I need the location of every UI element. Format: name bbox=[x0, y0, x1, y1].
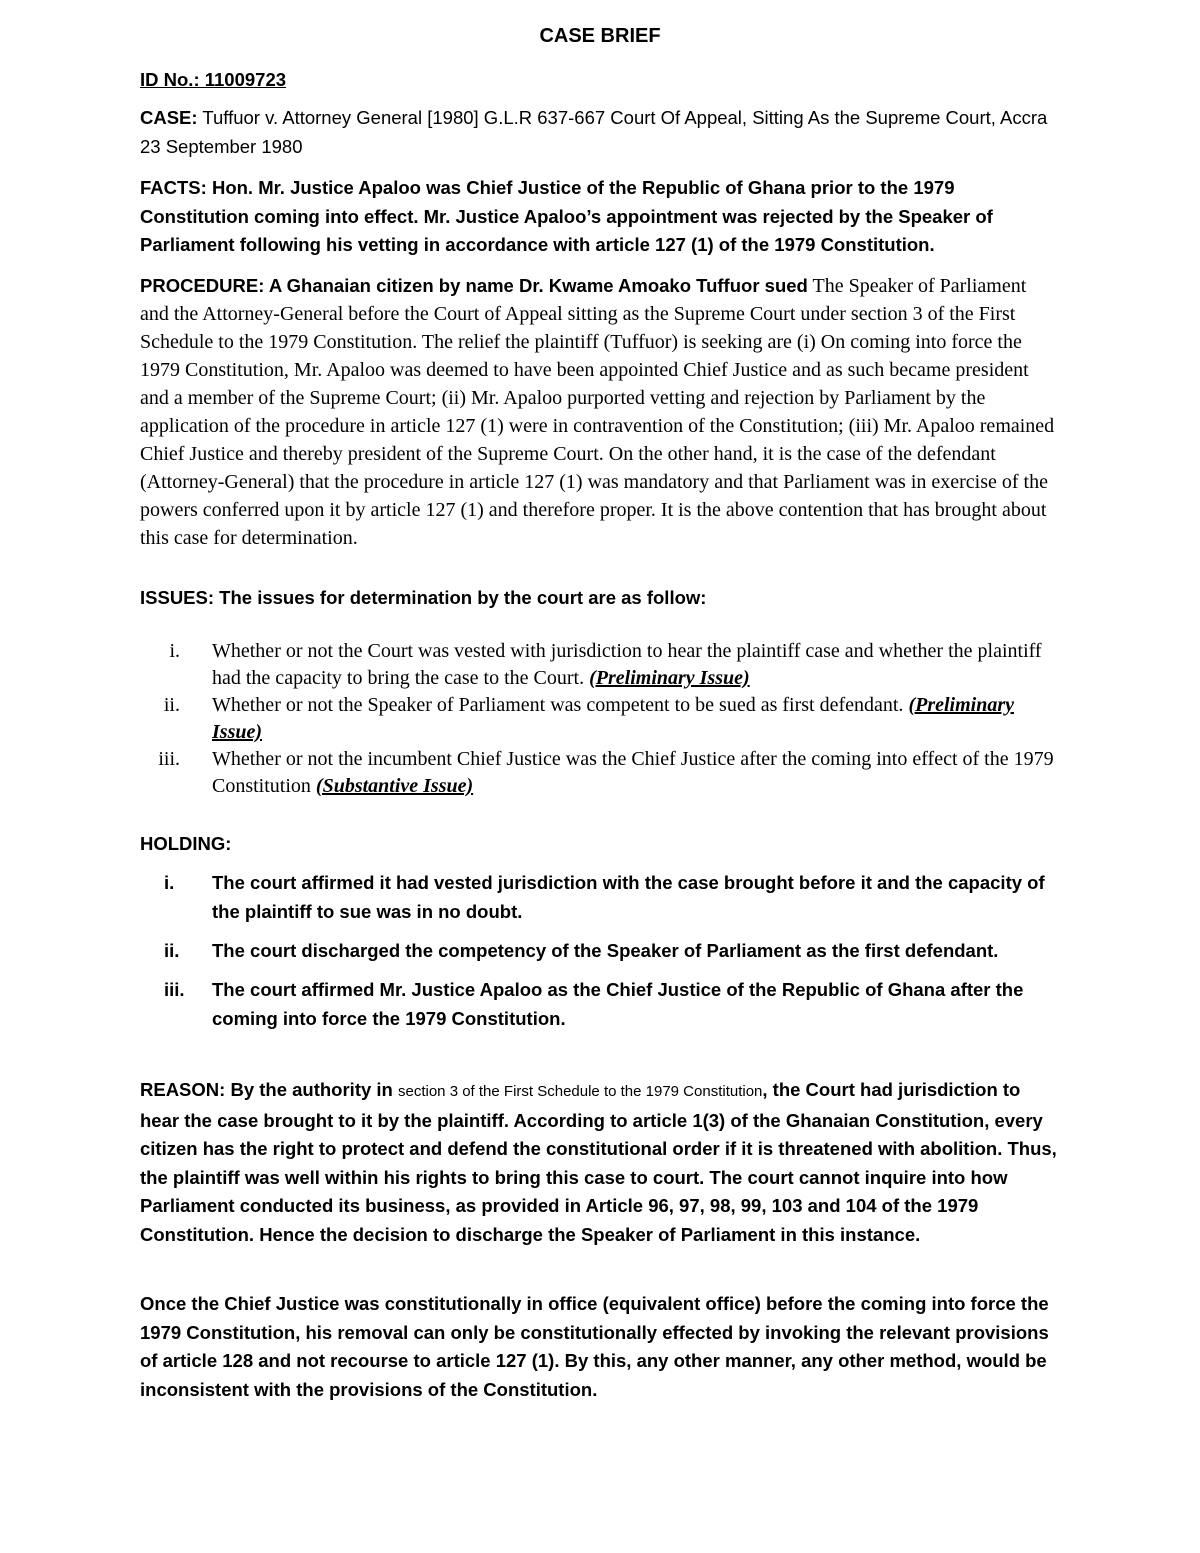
reason-lead: By the authority in bbox=[225, 1079, 398, 1100]
case-section bbox=[140, 104, 1060, 161]
holding-text: The court discharged the competency of the Speaker of Parliament as the first defendant. bbox=[212, 940, 999, 961]
issues-intro: The issues for determination by the court are as follow: bbox=[214, 587, 707, 608]
issue-tag: (Preliminary Issue) bbox=[589, 667, 750, 689]
facts-section bbox=[140, 174, 1060, 260]
holding-label: HOLDING: bbox=[140, 833, 232, 854]
issue-number: i. bbox=[169, 640, 180, 662]
holding-item bbox=[140, 975, 1060, 1033]
document-title: CASE BRIEF bbox=[539, 25, 661, 47]
issues-label: ISSUES: bbox=[140, 587, 215, 608]
issue-text: Whether or not the Speaker of Parliament was competent to be sued as first defendant. bbox=[212, 694, 909, 716]
issue-text: Whether or not the incumbent Chief Justice was the Chief Justice after the coming into effect of the 1979 Constitution bbox=[212, 748, 1054, 797]
holding-number: ii. bbox=[164, 940, 180, 961]
issue-tag: (Substantive Issue) bbox=[315, 775, 474, 797]
holding-item bbox=[140, 936, 1060, 965]
issue-number: ii. bbox=[163, 694, 180, 716]
issues-list bbox=[140, 638, 1060, 800]
issue-item bbox=[140, 692, 1060, 746]
issue-item bbox=[140, 746, 1060, 800]
holding-number: i. bbox=[164, 872, 175, 893]
holding-heading bbox=[140, 830, 1060, 859]
reason-section bbox=[140, 1076, 1060, 1249]
reason-inline-reference: section 3 of the First Schedule to the 1979 Constitution bbox=[398, 1083, 763, 1100]
holding-text: The court affirmed it had vested jurisdiction with the case brought before it and the capacity of the plaintiff to sue was in no doubt. bbox=[212, 872, 1045, 922]
procedure-section bbox=[140, 272, 1060, 552]
issues-heading bbox=[140, 584, 1060, 613]
procedure-lead: A Ghanaian citizen by name Dr. Kwame Amoako Tuffuor sued bbox=[264, 275, 808, 296]
issue-tag: (Preliminary Issue) bbox=[212, 694, 1014, 743]
closing-text: Once the Chief Justice was constitutionally in office (equivalent office) before the coming into force the 1979 Constitution, his removal can only be constitutionally effected by invoking the relevant provisions of article 128 and not recourse to article 127 (1). By this, any other manner, any other method, would be inconsistent with the provisions of the Constitution. bbox=[140, 1293, 1049, 1400]
id-number: ID No.: 11009723 bbox=[140, 69, 287, 90]
closing-paragraph bbox=[140, 1290, 1060, 1404]
holding-list bbox=[140, 868, 1060, 1043]
case-label: CASE: bbox=[140, 107, 198, 128]
issue-text: Whether or not the Court was vested with jurisdiction to hear the plaintiff case and whether the plaintiff had the capacity to bring the case to the Court. bbox=[212, 640, 1042, 689]
case-text: Tuffuor v. Attorney General [1980] G.L.R 637-667 Court Of Appeal, Sitting As the Supreme Court, Accra 23 September 1980 bbox=[140, 107, 1048, 157]
reason-text: , the Court had jurisdiction to hear the case brought to it by the plaintiff. According to article 1(3) of the Ghanaian Constitution, every citizen has the right to protect and defend the constitutional order if it is threatened with abolition. Thus, the plaintiff was well within his rights to bring this case to court. The court cannot inquire into how Parliament conducted its business, as provided in Article 96, 97, 98, 99, 103 and 104 of the 1979 Constitution. Hence the decision to discharge the Speaker of Parliament in this instance. bbox=[140, 1079, 1057, 1245]
facts-text: Hon. Mr. Justice Apaloo was Chief Justice of the Republic of Ghana prior to the 1979 Constitution coming into effect. Mr. Justice Apaloo’s appointment was rejected by the Speaker of Parliament following his vetting in accordance with article 127 (1) of the 1979 Constitution. bbox=[140, 177, 993, 255]
procedure-text: The Speaker of Parliament and the Attorney-General before the Court of Appeal sitting as the Supreme Court under section 3 of the First Schedule to the 1979 Constitution. The relief the plaintiff (Tuffuor) is seeking are (i) On coming into force the 1979 Constitution, Mr. Apaloo was deemed to have been appointed Chief Justice and as such became president and a member of the Supreme Court; (ii) Mr. Apaloo purported vetting and rejection by Parliament by the application of the procedure in article 127 (1) were in contravention of the Constitution; (iii) Mr. Apaloo remained Chief Justice and thereby president of the Supreme Court. On the other hand, it is the case of the defendant (Attorney-General) that the procedure in article 127 (1) was mandatory and that Parliament was in exercise of the powers conferred upon it by article 127 (1) and therefore proper. It is the above contention that has brought about this case for determination. bbox=[140, 275, 1055, 549]
reason-label: REASON: bbox=[140, 1079, 226, 1100]
holding-item bbox=[140, 868, 1060, 926]
holding-number: iii. bbox=[164, 979, 185, 1000]
procedure-label: PROCEDURE: bbox=[140, 275, 265, 296]
holding-text: The court affirmed Mr. Justice Apaloo as the Chief Justice of the Republic of Ghana after the coming into force the 1979 Constitution. bbox=[212, 979, 1024, 1029]
issue-item bbox=[140, 638, 1060, 692]
issue-number: iii. bbox=[158, 748, 180, 770]
facts-label: FACTS: bbox=[140, 177, 207, 198]
